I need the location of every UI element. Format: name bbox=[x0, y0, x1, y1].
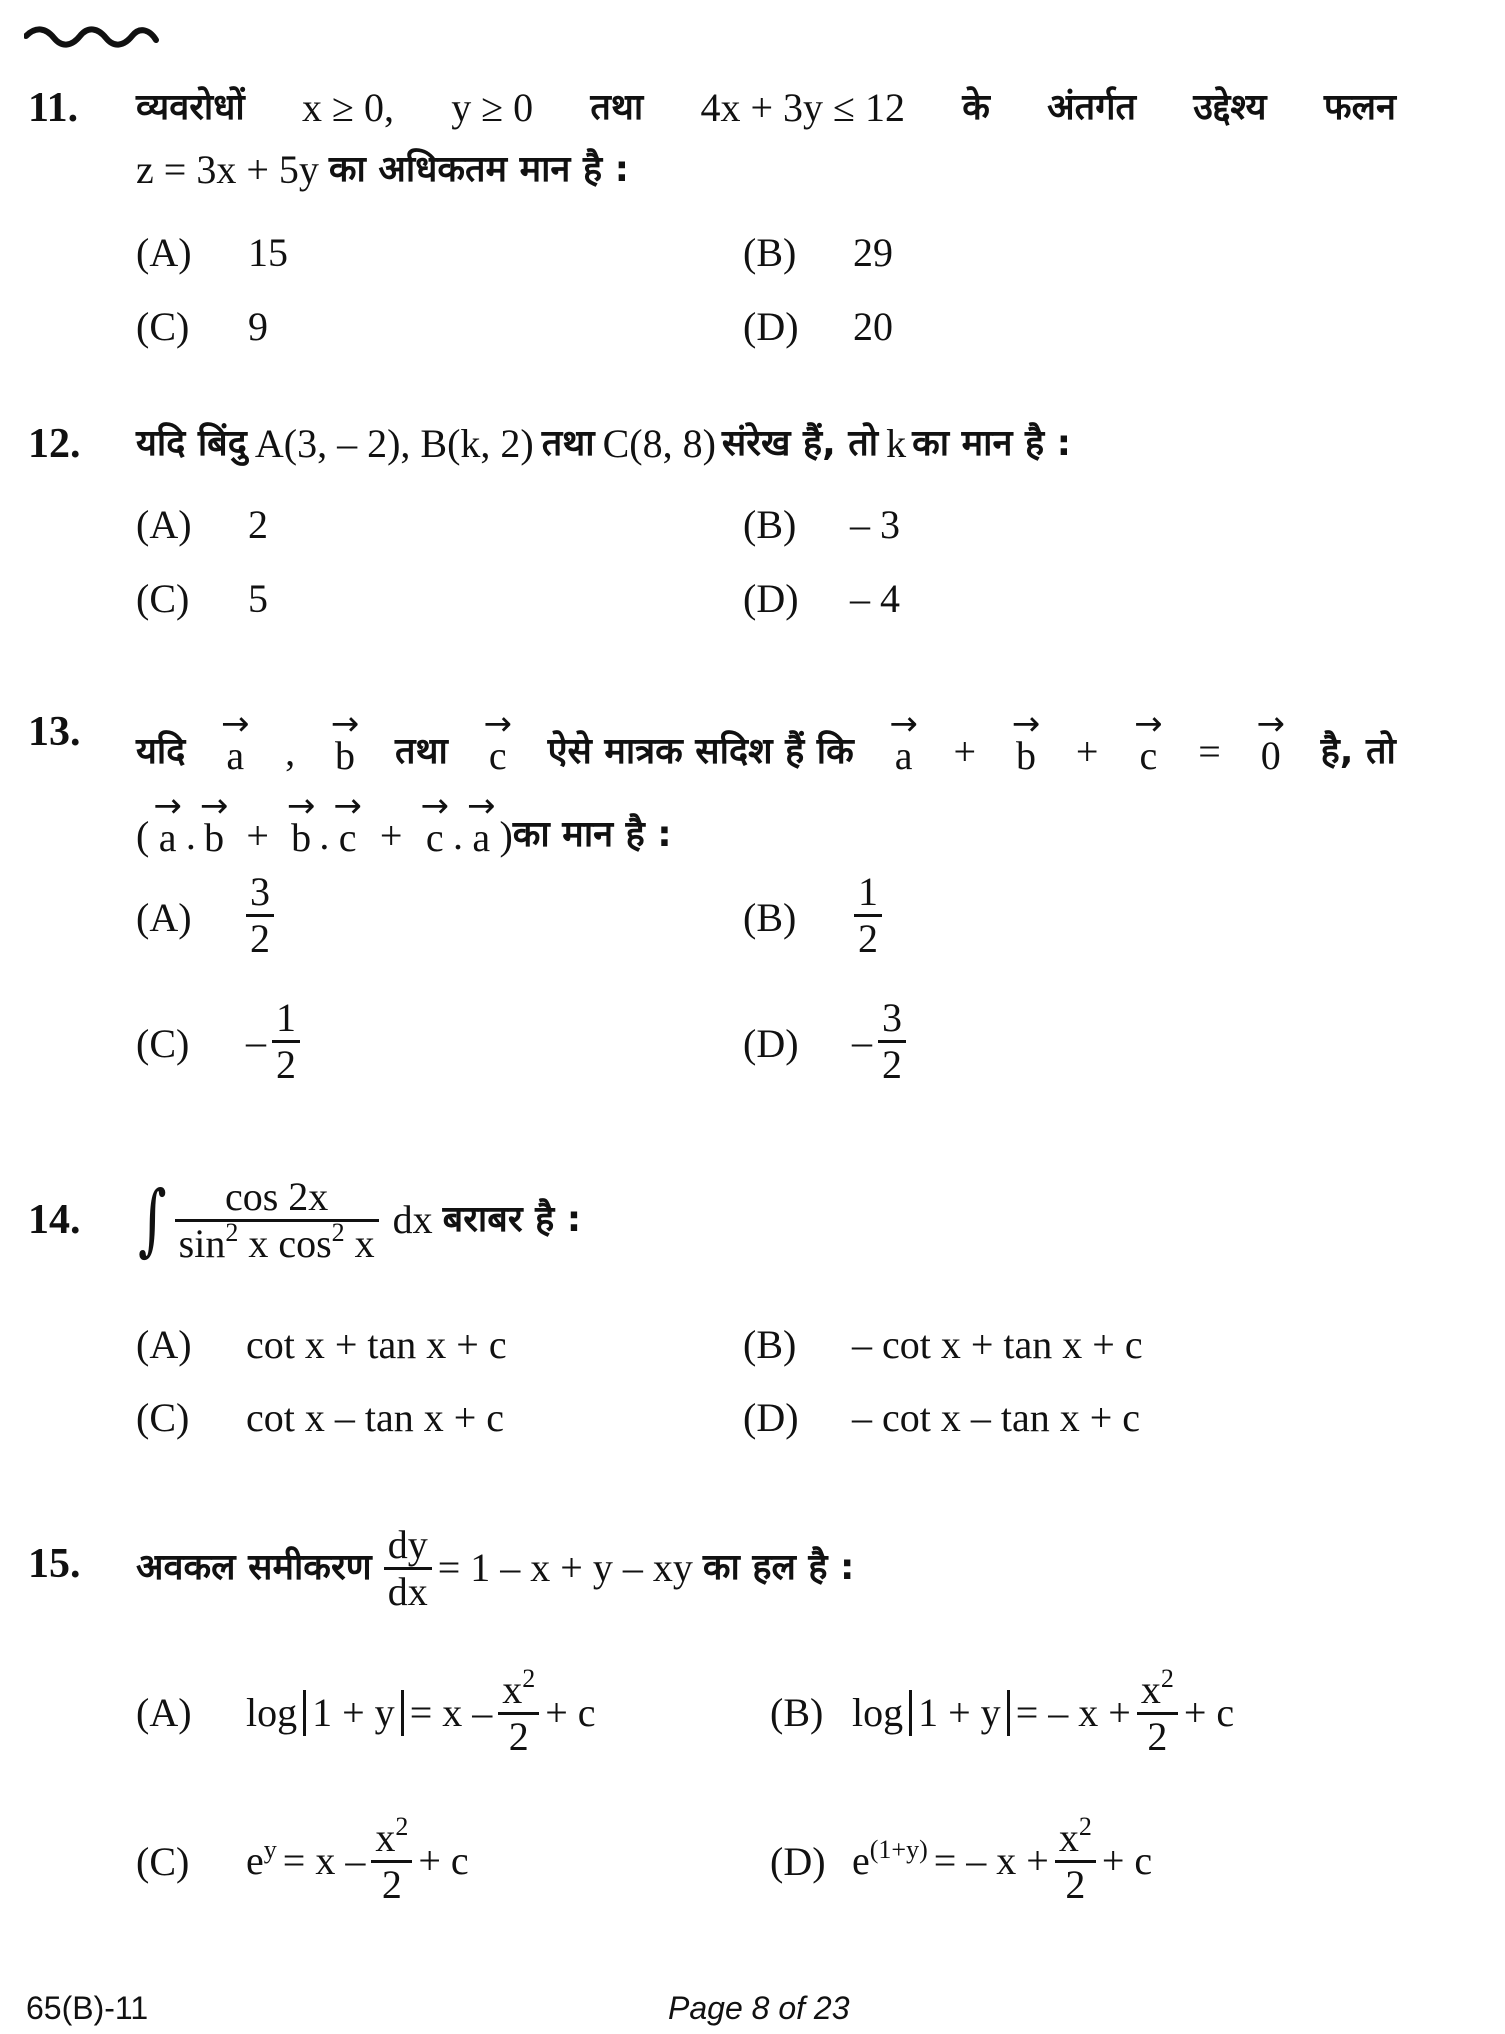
option-b-label[interactable]: (B) bbox=[743, 895, 797, 940]
equals-sign: = bbox=[1198, 729, 1221, 774]
numerator: cos 2x bbox=[224, 1173, 329, 1219]
option-c-value[interactable]: 9 bbox=[248, 304, 268, 349]
option-b-value[interactable]: – cot x + tan x + c bbox=[852, 1322, 1143, 1367]
option-b-label[interactable]: (B) bbox=[743, 230, 797, 275]
option-b-value[interactable]: log 1 + y = – x + $\frac{x^2}{2}$ + c bbox=[852, 1663, 1235, 1759]
fraction: $\frac{1}{2}$ bbox=[854, 870, 882, 961]
objective-function: z = 3x + 5y bbox=[136, 147, 319, 192]
text-phrase: का अधिकतम मान है : bbox=[328, 149, 629, 190]
text-word: व्यवरोधों bbox=[136, 87, 245, 128]
dot-operator: . bbox=[452, 813, 463, 858]
vector-a: → a bbox=[889, 704, 918, 778]
option-a-label[interactable]: (A) bbox=[136, 1690, 192, 1735]
vector-arrow-icon: → bbox=[483, 704, 512, 744]
option-b-label[interactable]: (B) bbox=[770, 1690, 824, 1735]
text-word: तथा bbox=[590, 87, 644, 128]
vector-b: → b bbox=[330, 704, 360, 778]
text-phrase: ऐसे मात्रक सदिश हैं कि bbox=[547, 731, 854, 772]
fraction: $\frac{x^2}{2}$ bbox=[371, 1816, 412, 1907]
paper-code: 65(B)-11 bbox=[26, 1990, 149, 2026]
text-phrase: का मान है : bbox=[512, 814, 672, 855]
vector-a: → a bbox=[466, 786, 496, 860]
option-c-label[interactable]: (C) bbox=[136, 1839, 190, 1884]
option-c-value[interactable]: 5 bbox=[248, 576, 268, 621]
points-ab: A(3, – 2), B(k, 2) bbox=[254, 421, 534, 466]
question-number: 12. bbox=[28, 421, 81, 467]
question-number: 15. bbox=[28, 1541, 81, 1587]
fraction: $\frac{x^2}{2}$ bbox=[1137, 1668, 1178, 1759]
vector-c: → c bbox=[1134, 704, 1163, 778]
option-d-value[interactable]: $e^{(1+y)}$ = – x + $\frac{x^2}{2}$ + c bbox=[852, 1811, 1153, 1907]
equation-rhs: = 1 – x + y – xy bbox=[437, 1545, 693, 1590]
derivative-fraction: $\frac{dy}{dx}$ bbox=[384, 1523, 432, 1614]
option-c-value[interactable] bbox=[246, 996, 306, 1087]
abs-bar bbox=[401, 1690, 404, 1736]
text-word: अंतर्गत bbox=[1047, 87, 1136, 128]
vector-zero: → 0 bbox=[1256, 704, 1285, 778]
option-a-value[interactable]: 15 bbox=[248, 230, 288, 275]
constraint-main: 4x + 3y ≤ 12 bbox=[700, 85, 906, 130]
option-a-label[interactable]: (A) bbox=[136, 230, 192, 275]
question-text-line2 bbox=[136, 770, 672, 858]
open-paren: ( bbox=[136, 813, 150, 858]
vector-a: → a bbox=[153, 786, 182, 860]
question-text-line1 bbox=[136, 688, 1396, 776]
plus-sign: + bbox=[246, 813, 269, 858]
vector-a: → a bbox=[220, 704, 250, 778]
option-d-label[interactable]: (D) bbox=[743, 304, 799, 349]
abs-bar bbox=[1007, 1690, 1010, 1736]
option-a-value[interactable]: log 1 + y = x – $\frac{x^2}{2}$ + c bbox=[246, 1663, 596, 1759]
vector-arrow-icon: → bbox=[1011, 704, 1041, 744]
text-phrase: है, तो bbox=[1320, 731, 1396, 772]
header-squiggle-icon bbox=[24, 22, 160, 52]
option-a-value[interactable]: cot x + tan x + c bbox=[246, 1322, 507, 1367]
question-number: 11. bbox=[28, 85, 79, 131]
option-d-value[interactable] bbox=[852, 996, 912, 1087]
question-text-line2 bbox=[136, 146, 629, 194]
minus-sign: – bbox=[246, 1018, 266, 1064]
fraction: $\frac{x^2}{2}$ bbox=[498, 1668, 539, 1759]
question-text-line1 bbox=[136, 84, 1396, 132]
option-d-value[interactable]: – 4 bbox=[850, 576, 900, 621]
text-phrase: अवकल समीकरण bbox=[136, 1547, 372, 1588]
vector-arrow-icon: → bbox=[466, 786, 496, 826]
option-a-label[interactable]: (A) bbox=[136, 502, 192, 547]
dot-operator: . bbox=[185, 813, 196, 858]
option-b-value[interactable]: 29 bbox=[853, 230, 893, 275]
vector-b: → b bbox=[199, 786, 229, 860]
option-c-label[interactable]: (C) bbox=[136, 1395, 190, 1440]
vector-arrow-icon: → bbox=[420, 786, 449, 826]
page-number: Page 8 of 23 bbox=[668, 1990, 850, 2026]
denominator: $\sin^2 x$ $\cos^2 x$ bbox=[178, 1217, 375, 1266]
option-b-value[interactable] bbox=[848, 870, 888, 961]
option-b-label[interactable]: (B) bbox=[743, 1322, 797, 1367]
vector-b: → b bbox=[286, 786, 316, 860]
vector-arrow-icon: → bbox=[333, 786, 362, 826]
text-phrase: बराबर है : bbox=[442, 1199, 582, 1240]
vector-arrow-icon: → bbox=[153, 786, 182, 826]
option-d-label[interactable]: (D) bbox=[770, 1839, 826, 1884]
plus-sign: + bbox=[1075, 729, 1099, 774]
plus-sign: + bbox=[379, 813, 403, 858]
option-a-label[interactable]: (A) bbox=[136, 895, 192, 940]
question-text-line1 bbox=[136, 1520, 854, 1616]
text-word: के bbox=[962, 87, 990, 128]
constraint-x: x ≥ 0, bbox=[301, 85, 394, 130]
option-d-value[interactable]: – cot x – tan x + c bbox=[852, 1395, 1141, 1440]
constraint-y: y ≥ 0 bbox=[451, 85, 534, 130]
fraction: $\frac{1}{2}$ bbox=[272, 996, 300, 1087]
question-text-line1 bbox=[136, 420, 1071, 468]
vector-arrow-icon: → bbox=[220, 704, 250, 744]
vector-arrow-icon: → bbox=[889, 704, 918, 744]
option-b-label[interactable]: (B) bbox=[743, 502, 797, 547]
option-d-label[interactable]: (D) bbox=[743, 1021, 799, 1066]
option-c-value[interactable]: $e^y$ = x – $\frac{x^2}{2}$ + c bbox=[246, 1811, 469, 1907]
vector-b: → b bbox=[1011, 704, 1041, 778]
close-paren: ) bbox=[499, 813, 513, 858]
vector-arrow-icon: → bbox=[199, 786, 229, 826]
vector-arrow-icon: → bbox=[330, 704, 360, 744]
abs-bar bbox=[909, 1690, 912, 1736]
option-a-value[interactable]: 2 bbox=[248, 502, 268, 547]
comma: , bbox=[285, 729, 296, 774]
question-text-line1 bbox=[132, 1170, 581, 1270]
text-phrase: यदि बिंदु bbox=[136, 423, 247, 464]
vector-c: → c bbox=[333, 786, 362, 860]
question-number: 14. bbox=[28, 1197, 81, 1243]
integral-sign-icon: ∫ bbox=[138, 1175, 167, 1265]
abs-bar bbox=[303, 1690, 306, 1736]
minus-sign: – bbox=[852, 1018, 872, 1064]
fraction: $\frac{3}{2}$ bbox=[246, 870, 274, 961]
vector-c: → c bbox=[420, 786, 449, 860]
text-phrase: संरेख हैं, तो bbox=[721, 423, 879, 464]
fraction: $\frac{x^2}{2}$ bbox=[1055, 1816, 1096, 1907]
vector-arrow-icon: → bbox=[1256, 704, 1285, 744]
point-c: C(8, 8) bbox=[602, 421, 716, 466]
question-number: 13. bbox=[28, 709, 81, 755]
variable-k: k bbox=[886, 421, 907, 466]
option-d-value[interactable]: 20 bbox=[853, 304, 893, 349]
option-a-label[interactable]: (A) bbox=[136, 1322, 192, 1367]
text-word: यदि bbox=[136, 731, 186, 772]
vector-arrow-icon: → bbox=[1134, 704, 1163, 744]
differential: dx bbox=[392, 1197, 433, 1242]
dot-operator: . bbox=[319, 813, 330, 858]
option-c-label[interactable]: (C) bbox=[136, 1021, 190, 1066]
text-word: तथा bbox=[394, 731, 448, 772]
text-phrase: का हल है : bbox=[702, 1547, 855, 1588]
text-phrase: का मान है : bbox=[912, 423, 1072, 464]
option-d-label[interactable]: (D) bbox=[743, 576, 799, 621]
text-word: फलन bbox=[1323, 87, 1396, 128]
integrand-fraction bbox=[175, 1175, 379, 1266]
text-word: तथा bbox=[541, 423, 595, 464]
option-d-label[interactable]: (D) bbox=[743, 1395, 799, 1440]
plus-sign: + bbox=[953, 729, 977, 774]
fraction: $\frac{3}{2}$ bbox=[878, 996, 906, 1087]
option-c-label[interactable]: (C) bbox=[136, 576, 190, 621]
vector-arrow-icon: → bbox=[286, 786, 316, 826]
option-b-value[interactable]: – 3 bbox=[850, 502, 900, 547]
option-a-value[interactable] bbox=[240, 870, 280, 961]
option-c-value[interactable]: cot x – tan x + c bbox=[246, 1395, 505, 1440]
option-c-label[interactable]: (C) bbox=[136, 304, 190, 349]
vector-c: → c bbox=[483, 704, 512, 778]
text-word: उद्देश्य bbox=[1193, 87, 1267, 128]
